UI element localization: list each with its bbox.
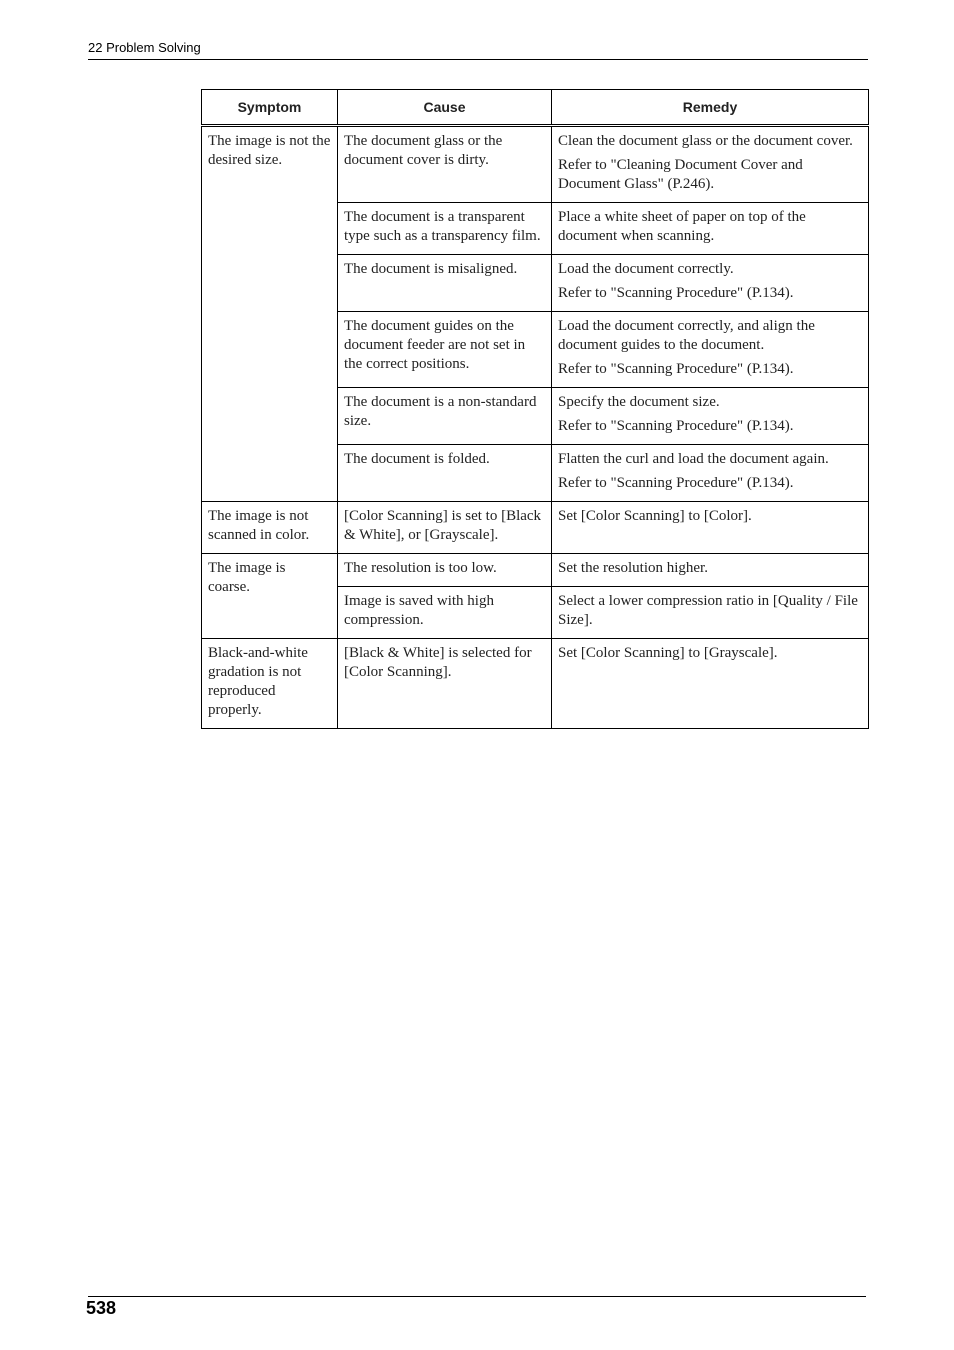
footer-divider: [88, 1296, 866, 1297]
remedy-cell: Clean the document glass or the document cover. Refer to "Cleaning Document Cover and Document Glass" (P.246).: [552, 126, 869, 203]
running-header: 22 Problem Solving: [88, 40, 868, 60]
reference-link[interactable]: Refer to "Cleaning Document Cover and Document Glass" (P.246).: [558, 157, 803, 192]
remedy-cell: Load the document correctly. Refer to "Scanning Procedure" (P.134).: [552, 255, 869, 312]
header-cause: Cause: [338, 90, 552, 126]
cause-cell: The document is misaligned.: [338, 255, 552, 312]
header-symptom: Symptom: [202, 90, 338, 126]
symptom-cell: The image is coarse.: [202, 554, 338, 639]
symptom-cell: Black-and-white gradation is not reproduced properly.: [202, 639, 338, 729]
table-header-row: [202, 90, 869, 126]
table-row: [202, 639, 869, 729]
remedy-cell: Place a white sheet of paper on top of the document when scanning.: [552, 203, 869, 255]
reference-link[interactable]: Refer to "Scanning Procedure" (P.134).: [558, 475, 794, 491]
remedy-cell: Flatten the curl and load the document again. Refer to "Scanning Procedure" (P.134).: [552, 445, 869, 502]
header-remedy: Remedy: [552, 90, 869, 126]
cause-cell: The document is a transparent type such as a transparency film.: [338, 203, 552, 255]
reference-link[interactable]: Refer to "Scanning Procedure" (P.134).: [558, 418, 794, 434]
table-row: [202, 554, 869, 587]
table-row: [202, 502, 869, 554]
remedy-cell: Set [Color Scanning] to [Color].: [552, 502, 869, 554]
troubleshooting-table: [201, 89, 869, 729]
symptom-cell: The image is not the desired size.: [202, 126, 338, 502]
remedy-cell: Select a lower compression ratio in [Quality / File Size].: [552, 587, 869, 639]
cause-cell: The resolution is too low.: [338, 554, 552, 587]
reference-link[interactable]: Refer to "Scanning Procedure" (P.134).: [558, 361, 794, 377]
symptom-cell: The image is not scanned in color.: [202, 502, 338, 554]
remedy-cell: Specify the document size. Refer to "Scanning Procedure" (P.134).: [552, 388, 869, 445]
cause-cell: The document is folded.: [338, 445, 552, 502]
cause-cell: The document is a non-standard size.: [338, 388, 552, 445]
table-row: [202, 126, 869, 203]
remedy-cell: Load the document correctly, and align the document guides to the document. Refer to "Scanning Procedure" (P.134).: [552, 312, 869, 388]
remedy-cell: Set the resolution higher.: [552, 554, 869, 587]
cause-cell: Image is saved with high compression.: [338, 587, 552, 639]
page-number: 538: [86, 1298, 117, 1318]
cause-cell: The document glass or the document cover is dirty.: [338, 126, 552, 203]
cause-cell: The document guides on the document feeder are not set in the correct positions.: [338, 312, 552, 388]
remedy-cell: Set [Color Scanning] to [Grayscale].: [552, 639, 869, 729]
cause-cell: [Black & White] is selected for [Color Scanning].: [338, 639, 552, 729]
reference-link[interactable]: Refer to "Scanning Procedure" (P.134).: [558, 285, 794, 301]
cause-cell: [Color Scanning] is set to [Black & White], or [Grayscale].: [338, 502, 552, 554]
